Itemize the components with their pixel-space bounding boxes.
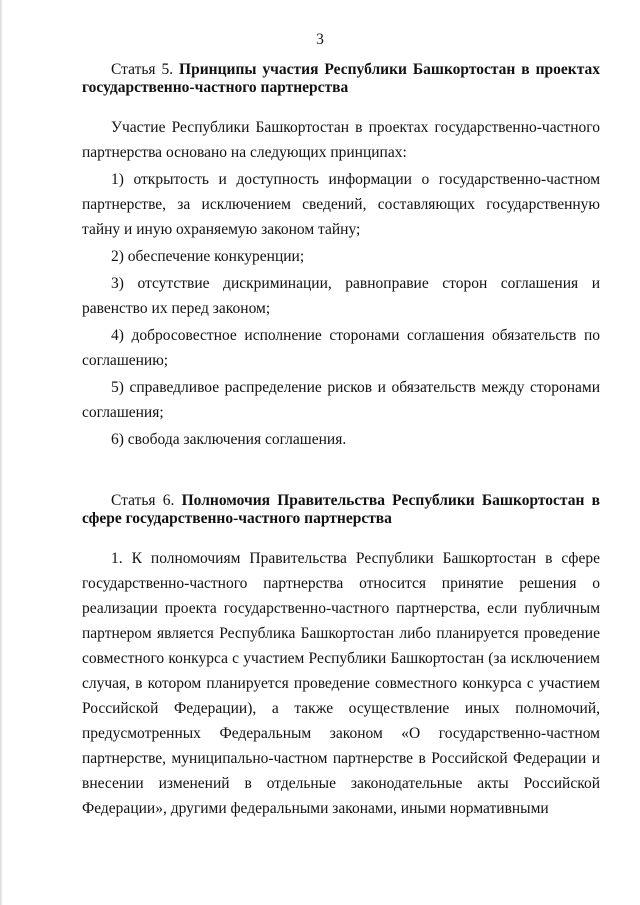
- principle-item: 5) справедливое распределение рисков и обязательств между сторонами соглашения;: [82, 379, 600, 421]
- article-5-label: Статья 5.: [111, 61, 174, 78]
- document-body: [82, 61, 600, 821]
- article-6-heading: [82, 492, 600, 528]
- page-number: 3: [316, 31, 324, 48]
- page-edge: [0, 0, 3, 905]
- article-5-heading: [82, 61, 600, 97]
- principle-item: 3) отсутствие дискриминации, равноправие сторон соглашения и равенство их перед законом;: [82, 275, 600, 317]
- principle-item: 1) открытость и доступность информации о государственно-частном партнерстве, за исключением сведений, составляющих государственную тайну и иную охраняемую законом тайну;: [82, 171, 600, 238]
- principle-item: 2) обеспечение конкуренции;: [111, 248, 305, 265]
- article-5-title: Принципы участия Республики Башкортостан в проектах государственно-частного партнерства: [82, 61, 600, 96]
- article-5-intro: Участие Республики Башкортостан в проектах государственно-частного партнерства основано на следующих принципах:: [82, 119, 600, 161]
- article-6-title: Полномочия Правительства Республики Башкортостан в сфере государственно-частного партнерства: [82, 492, 600, 527]
- principle-item: 6) свобода заключения соглашения.: [111, 431, 347, 448]
- article-6-paragraph-1: 1. К полномочиям Правительства Республики Башкортостан в сфере государственно-частного партнерства относится принятие решения о реализации проекта государственно-частного партнерства, если публичным партнером является Республика Башкортостан либо планируется проведение совместного конкурса с участием Республики Башкортостан (за исключением случая, в котором планируется проведение совместного конкурса с участием Российской Федерации), а также осуществление иных полномочий, предусмотренных Федеральным законом «О государственно-частном партнерстве, муниципально-частном партнерстве в Российской Федерации и внесении изменений в отдельные законодательные акты Российской Федерации», другими федеральными законами, иными нормативными: [82, 550, 600, 817]
- article-6-label: Статья 6.: [111, 492, 175, 509]
- principle-item: 4) добросовестное исполнение сторонами соглашения обязательств по соглашению;: [82, 327, 600, 369]
